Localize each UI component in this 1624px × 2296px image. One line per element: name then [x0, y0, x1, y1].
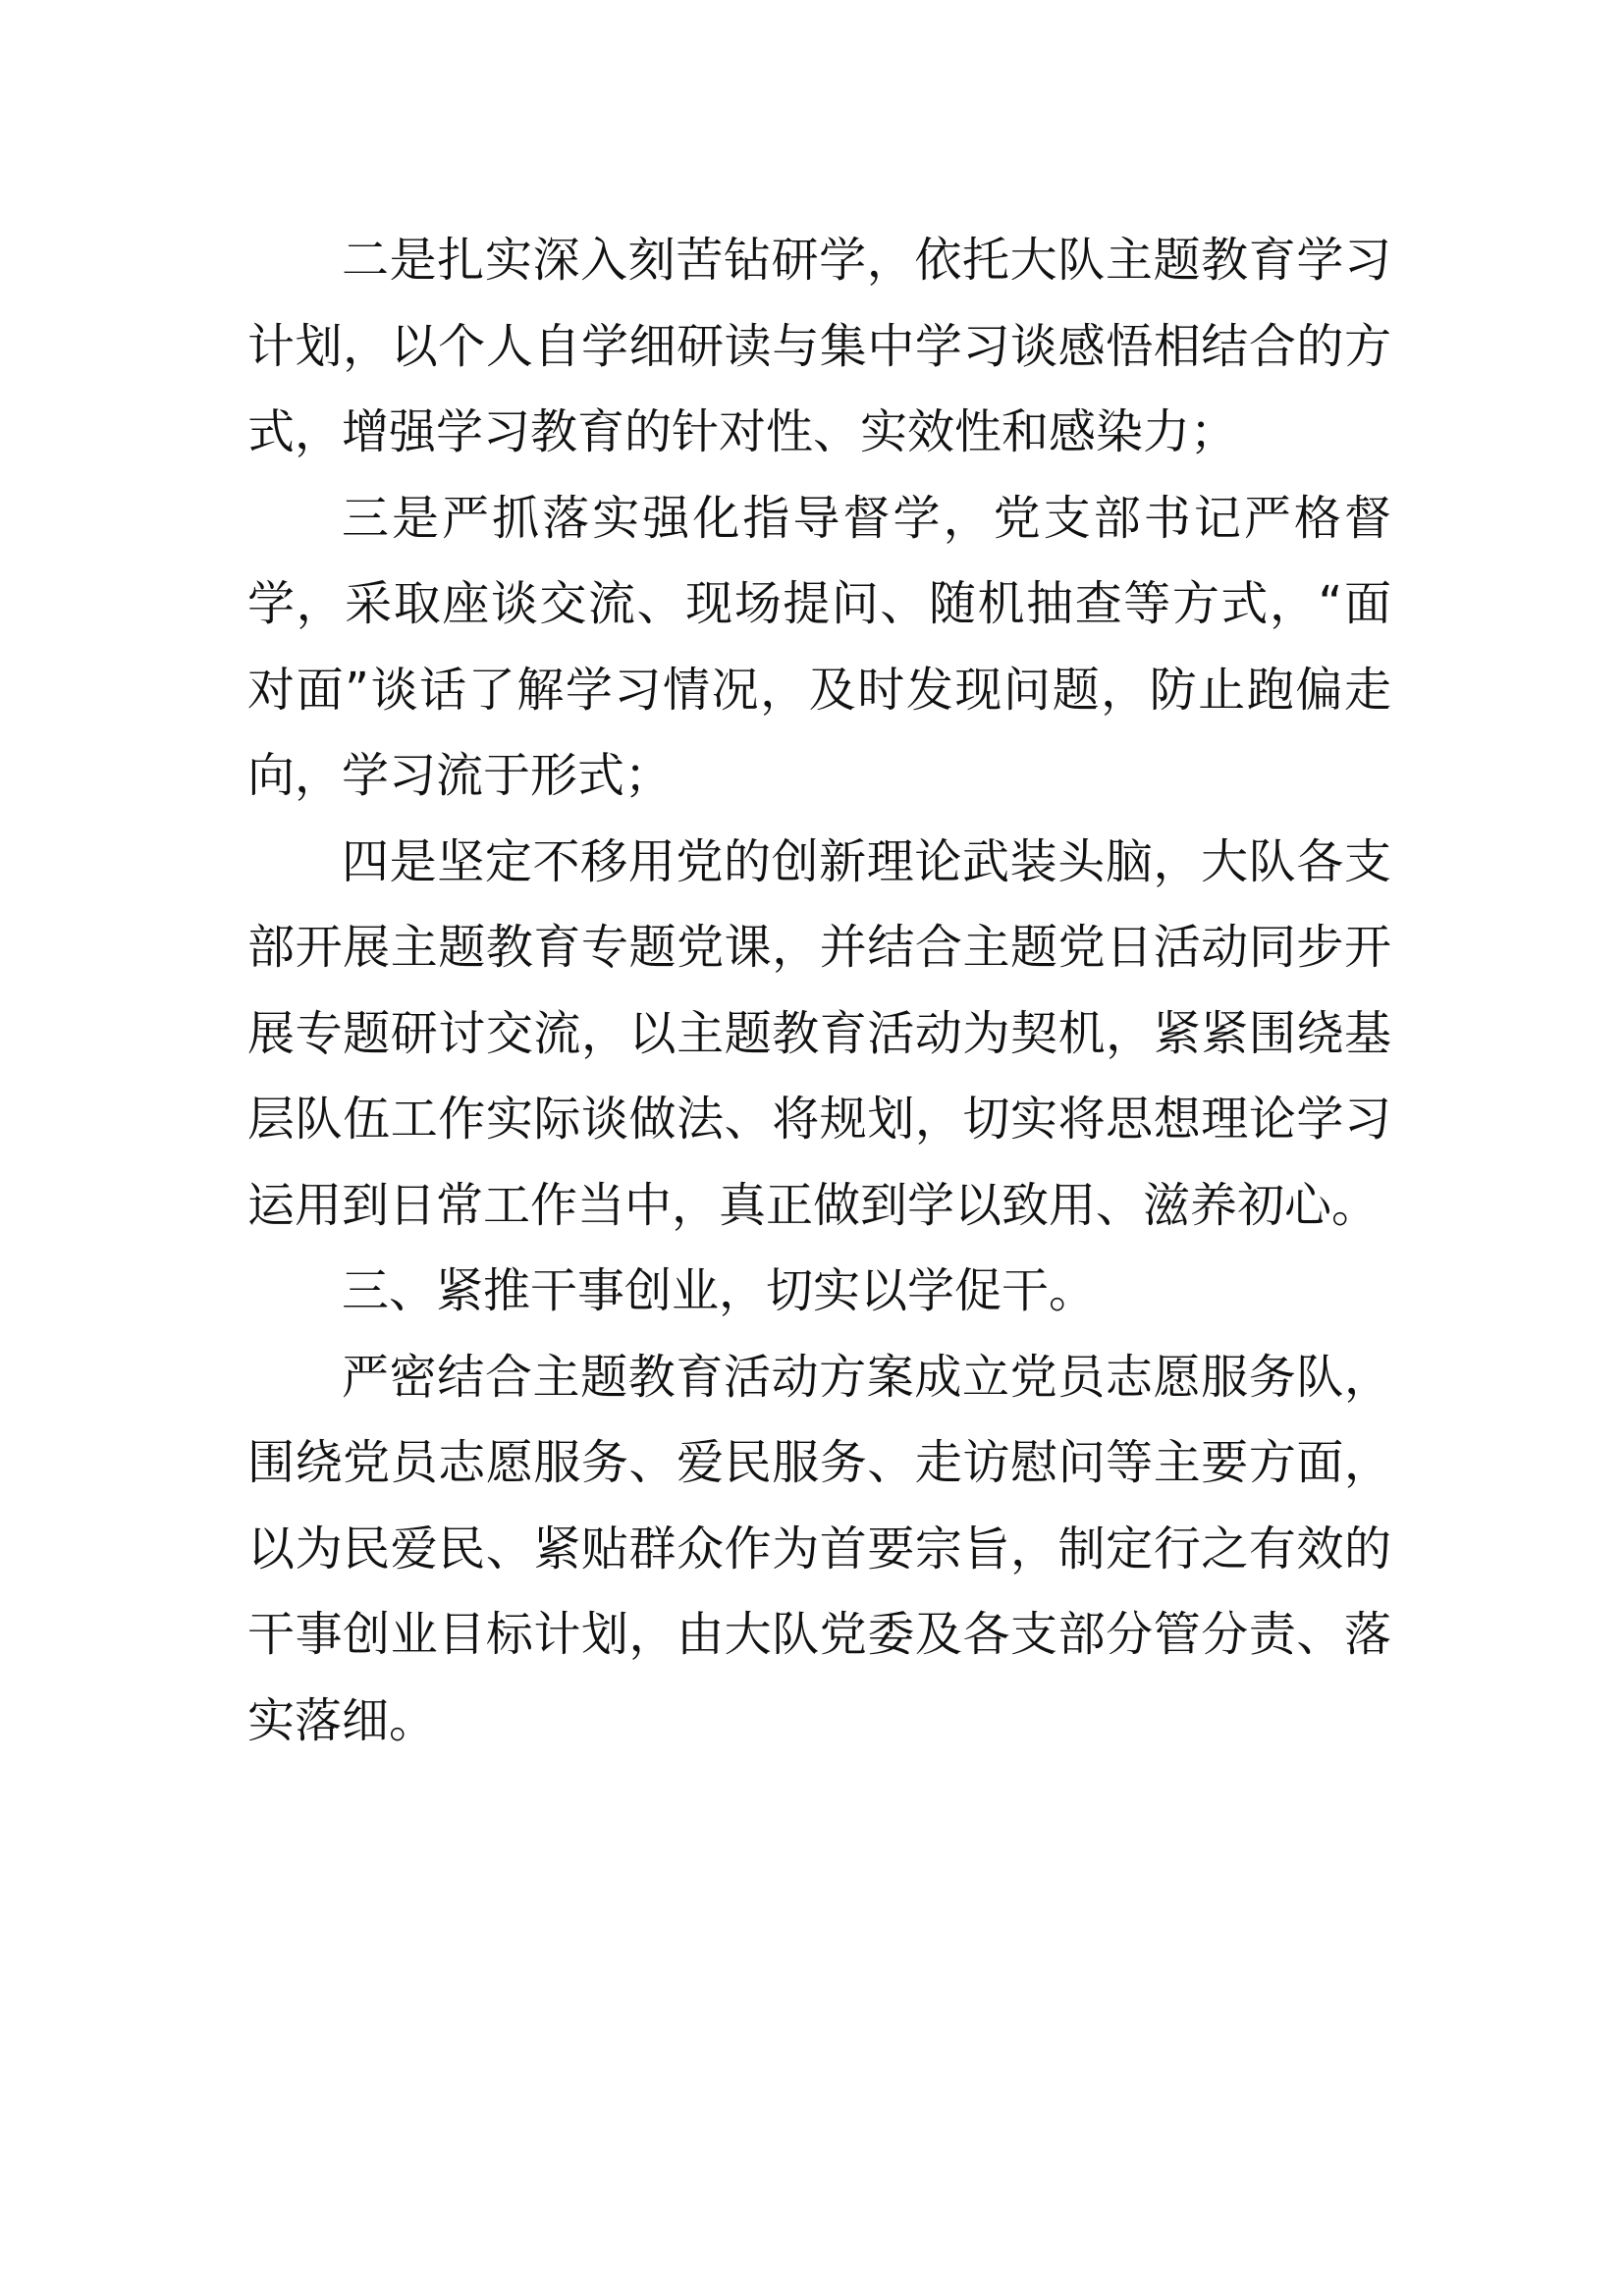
section-heading-work: 三、紧推干事创业，切实以学促干。 — [342, 1263, 1097, 1318]
paragraph-volunteer-service: 严密结合主题教育活动方案成立党员志愿服务队，围绕党员志愿服务、爱民服务、走访慰问等主要方面，以为民爱民、紧贴群众作为首要宗旨，制定行之有效的干事创业目标计划，由大队党委及各支部分管分责、落实落细。 — [247, 1349, 1391, 1748]
paragraph-supervision: 三是严抓落实强化指导督学，党支部书记严格督学，采取座谈交流、现场提问、随机抽查等方式，“面对面”谈话了解学习情况，及时发现问题，防止跑偏走向，学习流于形式； — [247, 490, 1391, 803]
document-body — [247, 218, 1391, 1764]
paragraph-study-plan: 二是扎实深入刻苦钻研学，依托大队主题教育学习计划，以个人自学细研读与集中学习谈感悟相结合的方式，增强学习教育的针对性、实效性和感染力； — [247, 233, 1391, 459]
paragraph-theory-arming: 四是坚定不移用党的创新理论武装头脑，大队各支部开展主题教育专题党课，并结合主题党日活动同步开展专题研讨交流，以主题教育活动为契机，紧紧围绕基层队伍工作实际谈做法、将规划，切实将思想理论学习运用到日常工作当中，真正做到学以致用、滋养初心。 — [247, 833, 1391, 1233]
